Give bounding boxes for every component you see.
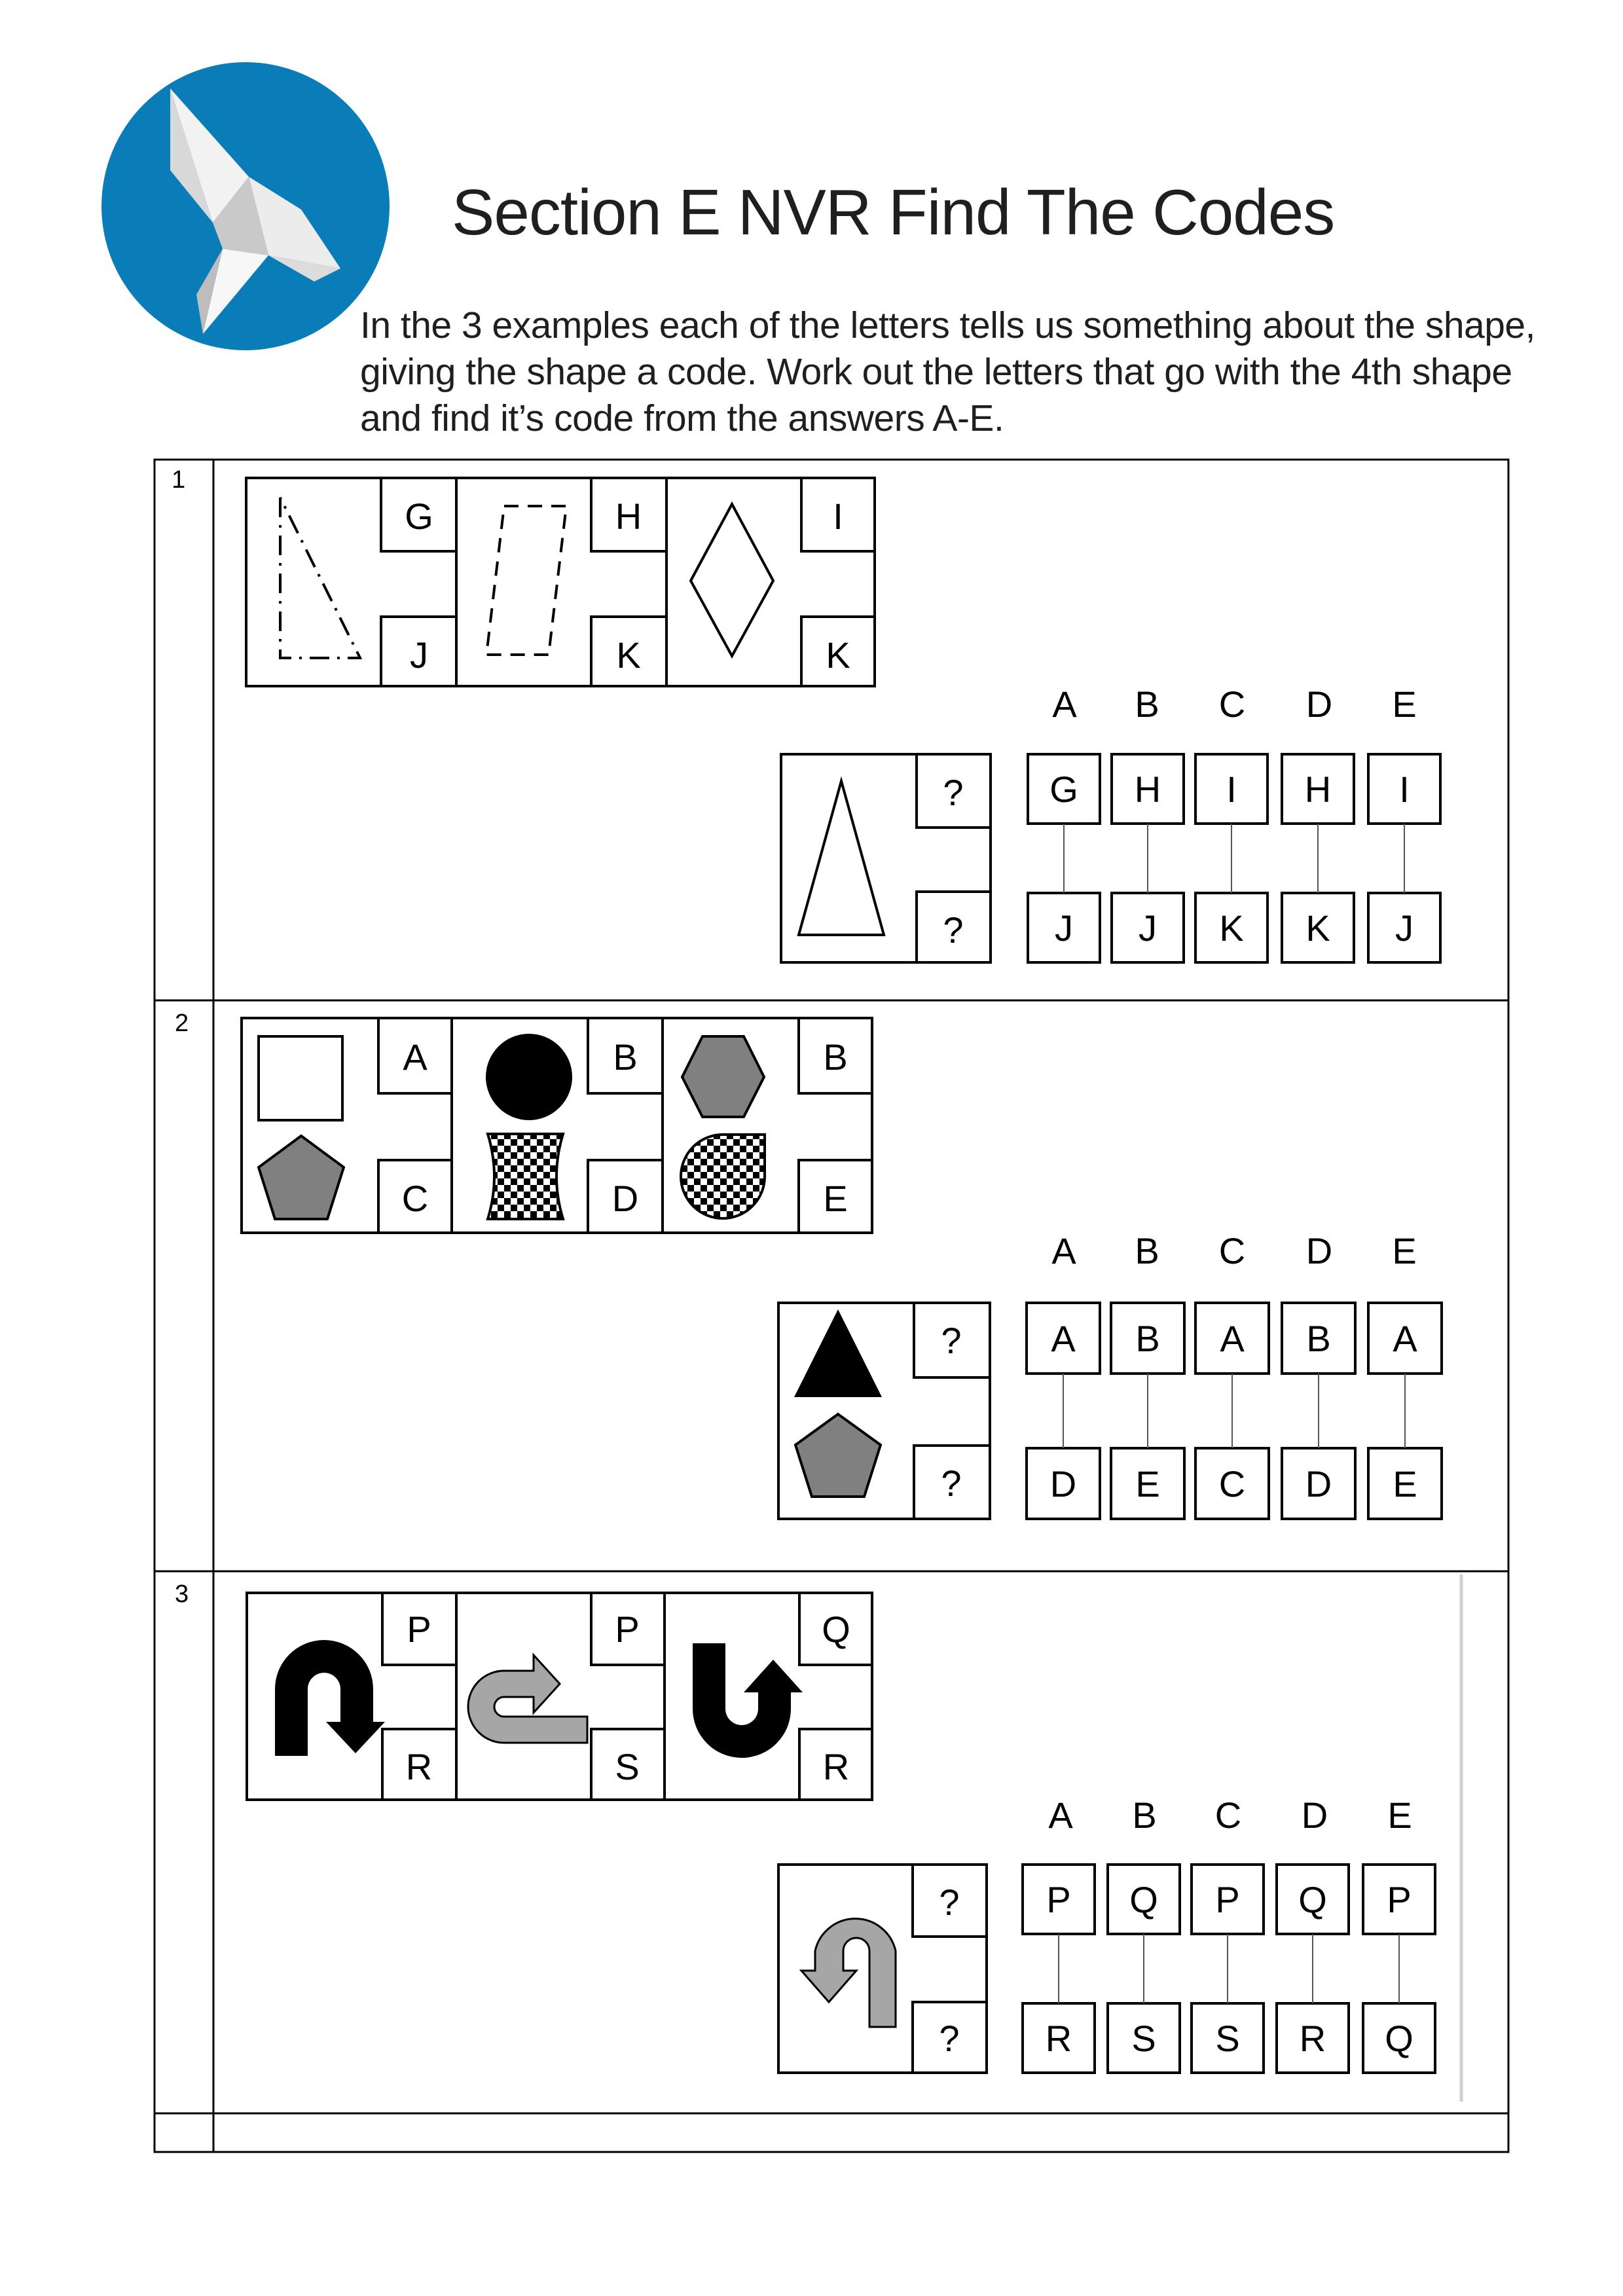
option-code-letter: A [1393, 1318, 1417, 1359]
code-letter: R [405, 1746, 433, 1787]
option-label: B [1135, 683, 1159, 725]
code-letter: E [823, 1178, 848, 1219]
unknown-letter: ? [939, 2018, 960, 2059]
diamond-shape [691, 504, 773, 656]
option-code-letter: Q [1129, 1879, 1158, 1920]
option-code-letter: A [1220, 1318, 1245, 1359]
option-code-letter: S [1131, 2018, 1156, 2059]
option-code-letter: K [1219, 907, 1244, 949]
dashed-parallelogram-shape [486, 506, 566, 655]
option-code-letter: J [1055, 907, 1073, 949]
question-number: 2 [175, 1010, 189, 1037]
option-code-letter: R [1299, 2018, 1326, 2059]
page-title: Section E NVR Find The Codes [452, 176, 1335, 248]
option-label: E [1387, 1795, 1412, 1836]
option-code-letter: A [1051, 1318, 1076, 1359]
code-letter: P [407, 1609, 431, 1650]
answer-options [1027, 1230, 1442, 1519]
code-letter: G [405, 496, 433, 537]
white-square-shape [259, 1036, 342, 1120]
code-letter: B [823, 1036, 848, 1078]
option-label: D [1305, 683, 1333, 725]
option-code-letter: B [1135, 1318, 1160, 1359]
option-label: B [1132, 1795, 1157, 1836]
grey-pentagon-shape [259, 1136, 344, 1219]
instructions-text: In the 3 examples each of the letters tells us something about the shape, giving the shape a code. Work out the letters that go with the 4th shape and find it’s code from the answers A-E. [360, 304, 1535, 439]
grey-pentagon-shape [795, 1414, 881, 1497]
unknown-letter: ? [939, 1882, 960, 1923]
question-number: 1 [172, 466, 186, 494]
option-label: D [1305, 1230, 1333, 1271]
unknown-letter: ? [943, 772, 964, 813]
option-code-letter: Q [1385, 2018, 1413, 2059]
option-label: E [1392, 1230, 1417, 1271]
option-label: A [1051, 1230, 1076, 1271]
code-letter: J [410, 634, 428, 676]
code-letter: P [615, 1609, 640, 1650]
code-letter: H [615, 496, 642, 537]
option-label: B [1135, 1230, 1159, 1271]
option-label: E [1392, 683, 1417, 725]
grey-hexagon-shape [682, 1036, 764, 1117]
option-code-letter: R [1045, 2018, 1072, 2059]
black-u-turn-arrow-icon [275, 1640, 385, 1756]
option-label: C [1218, 1230, 1246, 1271]
unknown-letter: ? [943, 909, 964, 951]
code-letter: B [613, 1036, 638, 1078]
code-letter: R [822, 1746, 850, 1787]
answer-options [1023, 1795, 1435, 2073]
code-letter: C [401, 1178, 429, 1219]
option-code-letter: Q [1298, 1879, 1327, 1920]
code-letter: D [611, 1178, 639, 1219]
option-code-letter: P [1387, 1879, 1412, 1920]
option-code-letter: J [1395, 907, 1413, 949]
option-code-letter: I [1399, 769, 1410, 810]
question-1 [246, 478, 1440, 962]
question-3 [247, 1575, 1461, 2102]
option-code-letter: P [1046, 1879, 1071, 1920]
grey-u-turn-arrow-icon [801, 1919, 896, 2027]
code-letter: S [615, 1746, 640, 1787]
unknown-letter: ? [941, 1463, 962, 1504]
code-letter: Q [822, 1609, 850, 1650]
checkered-shape [488, 1134, 563, 1219]
answer-options [1028, 683, 1440, 962]
option-code-letter: E [1135, 1463, 1160, 1504]
option-code-letter: D [1049, 1463, 1077, 1504]
code-letter: I [833, 496, 843, 537]
option-code-letter: G [1049, 769, 1078, 810]
example-strip [246, 478, 875, 686]
option-code-letter: S [1215, 2018, 1240, 2059]
code-letter: K [616, 634, 641, 676]
option-code-letter: P [1215, 1879, 1240, 1920]
option-label: A [1048, 1795, 1073, 1836]
option-code-letter: H [1304, 769, 1332, 810]
option-label: D [1301, 1795, 1328, 1836]
option-code-letter: K [1305, 907, 1330, 949]
code-letter: K [826, 634, 850, 676]
option-label: C [1214, 1795, 1242, 1836]
option-code-letter: I [1226, 769, 1237, 810]
grey-u-turn-arrow-icon [468, 1655, 587, 1743]
black-circle-shape [486, 1034, 572, 1120]
option-label: A [1052, 683, 1077, 725]
option-label: C [1218, 683, 1246, 725]
checkered-drop-shape [681, 1135, 765, 1218]
unknown-letter: ? [941, 1320, 962, 1361]
black-u-turn-arrow-icon [693, 1643, 803, 1758]
code-letter: A [403, 1036, 428, 1078]
option-code-letter: H [1134, 769, 1161, 810]
option-code-letter: B [1306, 1318, 1331, 1359]
option-code-letter: C [1218, 1463, 1246, 1504]
option-code-letter: D [1305, 1463, 1332, 1504]
black-triangle-shape [794, 1309, 882, 1397]
option-code-letter: E [1393, 1463, 1417, 1504]
dash-dot-triangle-shape [280, 498, 360, 658]
question-2 [242, 1018, 1442, 1519]
question-number: 3 [175, 1580, 189, 1608]
option-code-letter: J [1139, 907, 1157, 949]
tall-triangle-shape [799, 781, 884, 935]
